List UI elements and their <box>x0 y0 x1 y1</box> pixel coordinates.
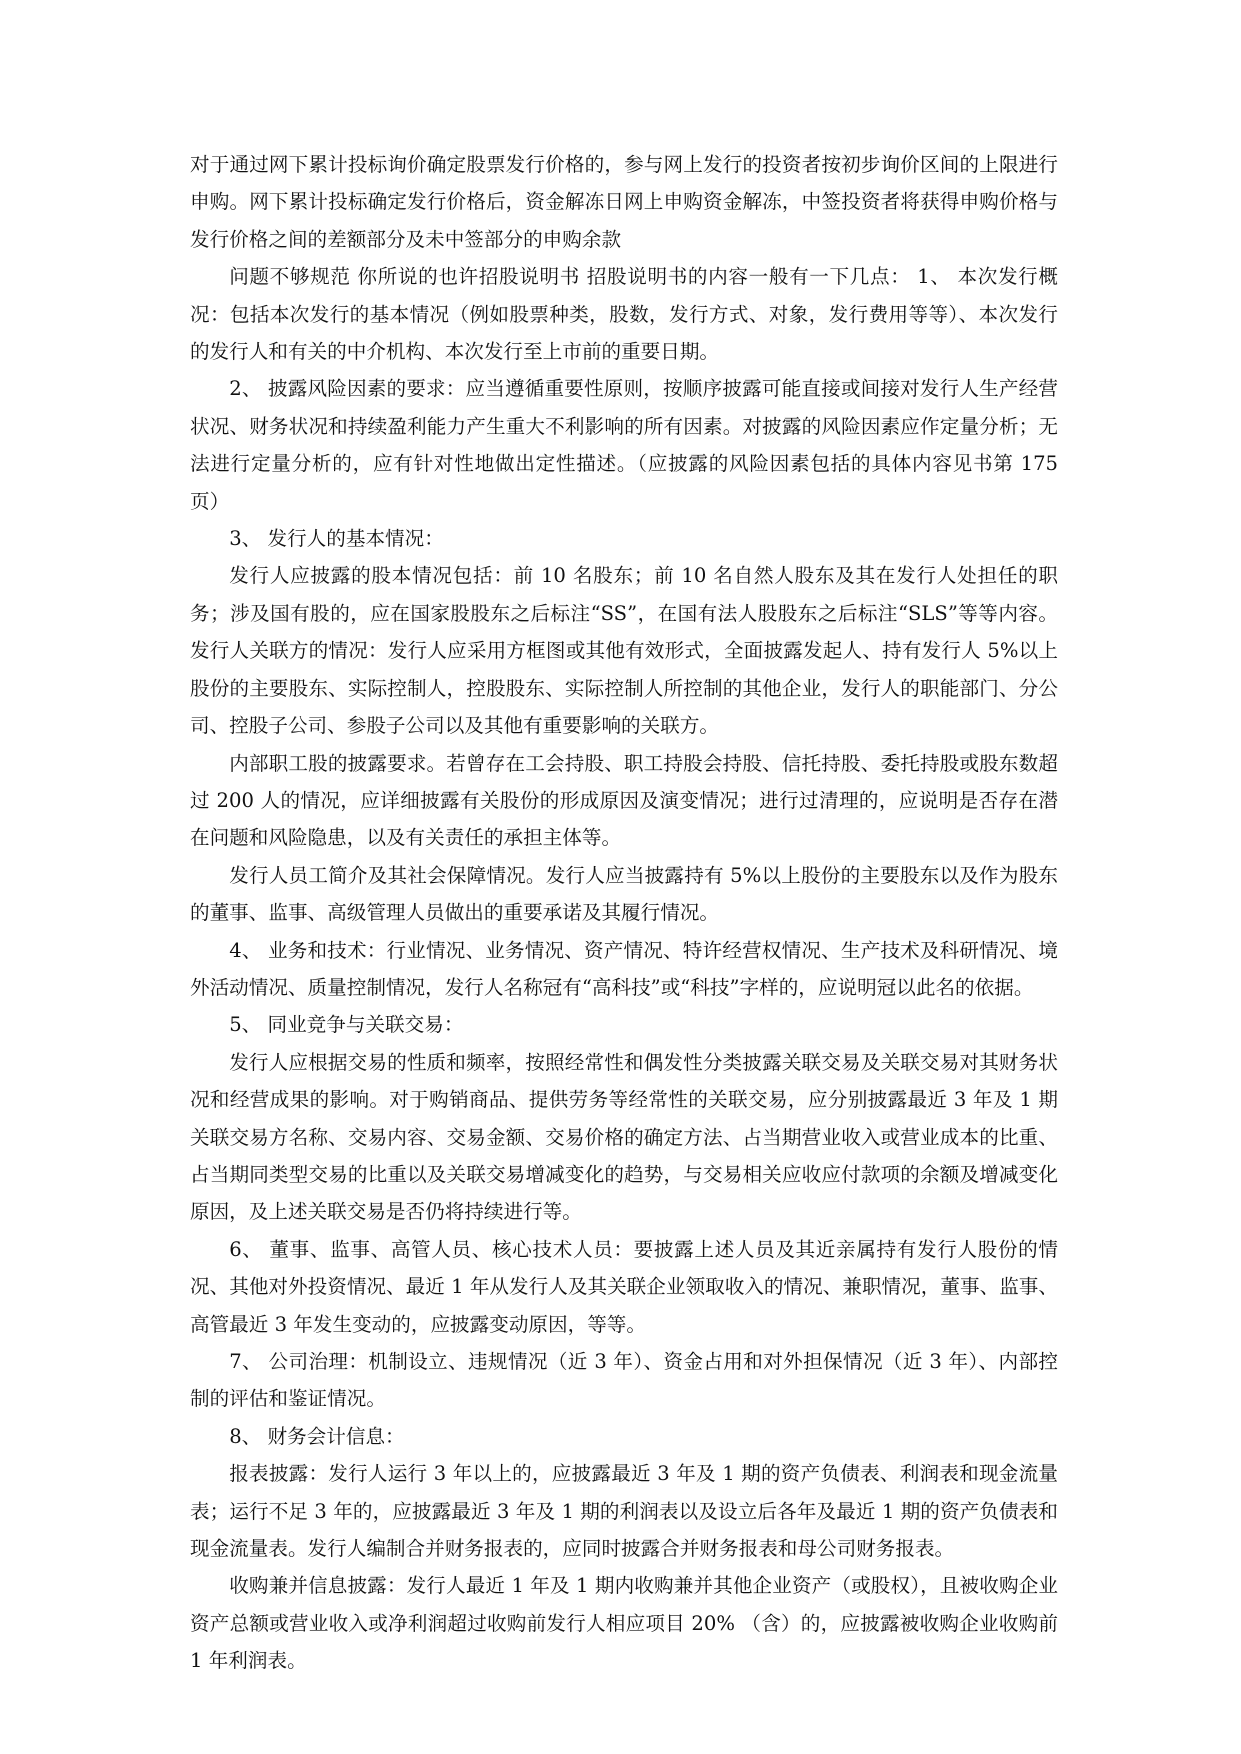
paragraph-risk-factors: 2、 披露风险因素的要求：应当遵循重要性原则，按顺序披露可能直接或间接对发行人生产经营状况、财务状况和持续盈利能力产生重大不利影响的所有因素。对披露的风险因素应作定量分析；无法进行定量分析的，应有针对性地做出定性描述。（应披露的风险因素包括的具体内容见书第 175 页） <box>190 377 1058 513</box>
heading-issuer-basic-info: 3、 发行人的基本情况： <box>229 527 444 551</box>
paragraph-related-transactions: 发行人应根据交易的性质和频率，按照经常性和偶发性分类披露关联交易及关联交易对其财务状况和经营成果的影响。对于购销商品、提供劳务等经常性的关联交易，应分别披露最近 3 年及 1 期关联交易方名称、交易内容、交易金额、交易价格的确定方法、占当期营业收入或营业成本的比重、占当期同类型交易的比重以及关联交易增减变化的趋势，与交易相关应收应付款项的余额及增减变化原因，及上述关联交易是否仍将持续进行等。 <box>190 1050 1058 1224</box>
paragraph-business-technology: 4、 业务和技术：行业情况、业务情况、资产情况、特许经营权情况、生产技术及科研情况、境外活动情况、质量控制情况，发行人名称冠有“高科技”或“科技”字样的，应说明冠以此名的依据。 <box>190 938 1058 999</box>
paragraph-report-disclosure: 报表披露：发行人运行 3 年以上的，应披露最近 3 年及 1 期的资产负债表、利润表和现金流量表；运行不足 3 年的，应披露最近 3 年及 1 期的利润表以及设立后各年及最近 1 期的资产负债表和现金流量表。发行人编制合并财务报表的，应同时披露合并财务报表和母公司财务报表。 <box>190 1462 1058 1561</box>
paragraph-share-capital: 发行人应披露的股本情况包括：前 10 名股东；前 10 名自然人股东及其在发行人处担任的职务；涉及国有股的，应在国家股股东之后标注“SS”，在国有法人股股东之后标注“SLS”等等内容。发行人关联方的情况：发行人应采用方框图或其他有效形式，全面披露发起人、持有发行人 5%以上股份的主要股东、实际控制人，控股股东、实际控制人所控制的其他企业，发行人的职能部门、分公司、控股子公司、参股子公司以及其他有重要影响的关联方。 <box>190 564 1058 738</box>
paragraph-employee-security: 发行人员工简介及其社会保障情况。发行人应当披露持有 5%以上股份的主要股东以及作为股东的董事、监事、高级管理人员做出的重要承诺及其履行情况。 <box>190 863 1058 925</box>
heading-financial-info: 8、 财务会计信息： <box>229 1424 405 1448</box>
paragraph-directors-management: 6、 董事、监事、高管人员、核心技术人员：要披露上述人员及其近亲属持有发行人股份的情况、其他对外投资情况、最近 1 年从发行人及其关联企业领取收入的情况、兼职情况，董事、监事、高管最近 3 年发生变动的，应披露变动原因，等等。 <box>190 1237 1058 1336</box>
paragraph-prospectus-overview: 问题不够规范 你所说的也许招股说明书 招股说明书的内容一般有一下几点： 1、 本次发行概况：包括本次发行的基本情况（例如股票种类，股数，发行方式、对象，发行费用等等）、本次发行的发行人和有关的中介机构、本次发行至上市前的重要日期。 <box>190 265 1058 364</box>
paragraph-acquisition-disclosure: 收购兼并信息披露：发行人最近 1 年及 1 期内收购兼并其他企业资产（或股权），且被收购企业资产总额或营业收入或净利润超过收购前发行人相应项目 20% （含）的，应披露被收购企业收购前 1 年利润表。 <box>190 1574 1058 1673</box>
document-page <box>190 146 1058 1680</box>
paragraph-corporate-governance: 7、 公司治理：机制设立、违规情况（近 3 年）、资金占用和对外担保情况（近 3 年）、内部控制的评估和鉴证情况。 <box>190 1350 1058 1411</box>
paragraph-subscription-refund: 对于通过网下累计投标询价确定股票发行价格的，参与网上发行的投资者按初步询价区间的上限进行申购。网下累计投标确定发行价格后，资金解冻日网上申购资金解冻，中签投资者将获得申购价格与发行价格之间的差额部分及未中签部分的申购余款 <box>190 153 1058 251</box>
heading-related-transactions: 5、 同业竞争与关联交易： <box>229 1013 464 1037</box>
paragraph-employee-shares: 内部职工股的披露要求。若曾存在工会持股、职工持股会持股、信托持股、委托持股或股东数超过 200 人的情况，应详细披露有关股份的形成原因及演变情况；进行过清理的，应说明是否存在潜在问题和风险隐患，以及有关责任的承担主体等。 <box>190 751 1058 850</box>
